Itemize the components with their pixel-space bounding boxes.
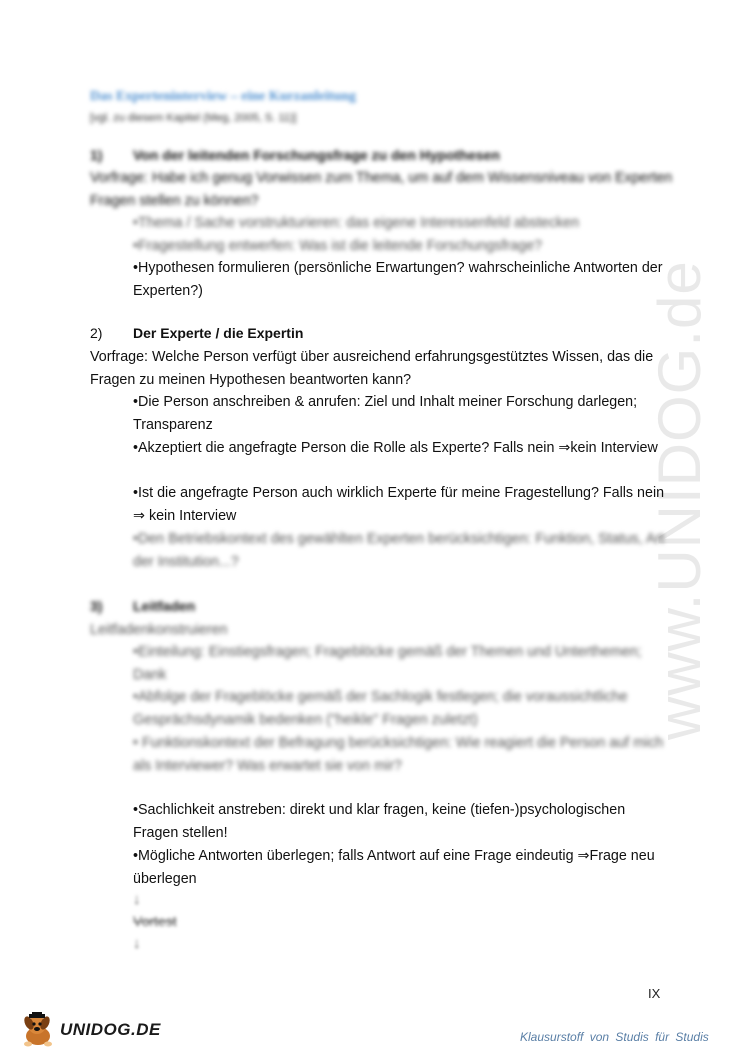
section-1-bullet-1: •Thema / Sache vorstrukturieren: das eigene Interessenfeld abstecken: [133, 215, 580, 231]
section-3-bullet-1: •Einteilung: Einstiegsfragen; Frageblöcke gemäß der Themen und Unterthemen; Dank: [133, 644, 642, 683]
page-subtitle: [vgl. zu diesem Kapitel (Meg, 2005, S. 11)]: [90, 112, 297, 124]
section-1-intro: Vorfrage: Habe ich genug Vorwissen zum Thema, um auf dem Wissensniveau von Experten Fragen stellen zu können?: [90, 170, 673, 209]
section-2-bullet-1: •Die Person anschreiben & anrufen: Ziel und Inhalt meiner Forschung darlegen; Transparenz: [133, 394, 638, 433]
section-3-bullet-4: •Sachlichkeit anstreben: direkt und klar fragen, keine (tiefen-)psychologischen Fragen stellen!: [133, 802, 626, 841]
section-2-intro: Vorfrage: Welche Person verfügt über ausreichend erfahrungsgestütztes Wissen, das die Fragen zu meinen Hypothesen beantworten kann?: [90, 349, 654, 388]
section-3-bullet-3: • Funktionskontext der Befragung berücksichtigen: Wie reagiert die Person auf mich als Interviewer? Was erwartet sie von mir?: [133, 735, 664, 774]
section-1-title: Von der leitenden Forschungsfrage zu den Hypothesen: [133, 147, 500, 163]
down-arrow-icon: ↓: [133, 935, 141, 952]
watermark: www.UNIDOG.de: [646, 260, 713, 740]
section-1-bullet-2: •Fragestellung entwerfen: Was ist die leitende Forschungsfrage?: [133, 238, 542, 254]
unidog-logo: [18, 1012, 161, 1048]
page-title: Das Experteninterview – eine Kurzanleitung: [90, 89, 356, 104]
section-2-title: Der Experte / die Expertin: [133, 325, 304, 341]
section-2-bullet-3: •Ist die angefragte Person auch wirklich Experte für meine Fragestellung? Falls nein ⇒ kein Interview: [133, 485, 665, 524]
section-2-bullet-4: •Den Betriebskontext des gewählten Experten berücksichtigen: Funktion, Status, Art der Institution...?: [133, 531, 665, 570]
section-3-title: Leitfaden: [133, 598, 196, 614]
section-2-number: 2): [90, 325, 103, 341]
section-3-intro: Leitfadenkonstruieren: [90, 622, 228, 638]
section-3-bullet-5: •Mögliche Antworten überlegen; falls Antwort auf eine Frage eindeutig ⇒Frage neu überlegen: [133, 848, 655, 887]
logo-text: UNIDOG.DE: [60, 1020, 161, 1039]
section-1-number: 1): [90, 147, 103, 163]
section-1-bullet-3: •Hypothesen formulieren (persönliche Erwartungen? wahrscheinliche Antworten der Experten?): [133, 260, 663, 299]
section-3-number: 3): [90, 598, 103, 614]
section-3-bullet-2: •Abfolge der Frageblöcke gemäß der Sachlogik festlegen; die voraussichtliche Gesprächsdynamik bedenken ("heikle" Fragen zuletzt): [133, 689, 628, 728]
pretest-label: Vortest: [133, 913, 177, 929]
section-2-bullet-2: •Akzeptiert die angefragte Person die Rolle als Experte? Falls nein ⇒kein Interview: [133, 440, 658, 456]
footer-slogan: Klausurstoff von Studis für Studis: [520, 1030, 709, 1044]
down-arrow-icon: ↓: [133, 891, 141, 908]
dog-mascot-icon: [18, 1012, 58, 1048]
page-number: IX: [648, 986, 661, 1001]
